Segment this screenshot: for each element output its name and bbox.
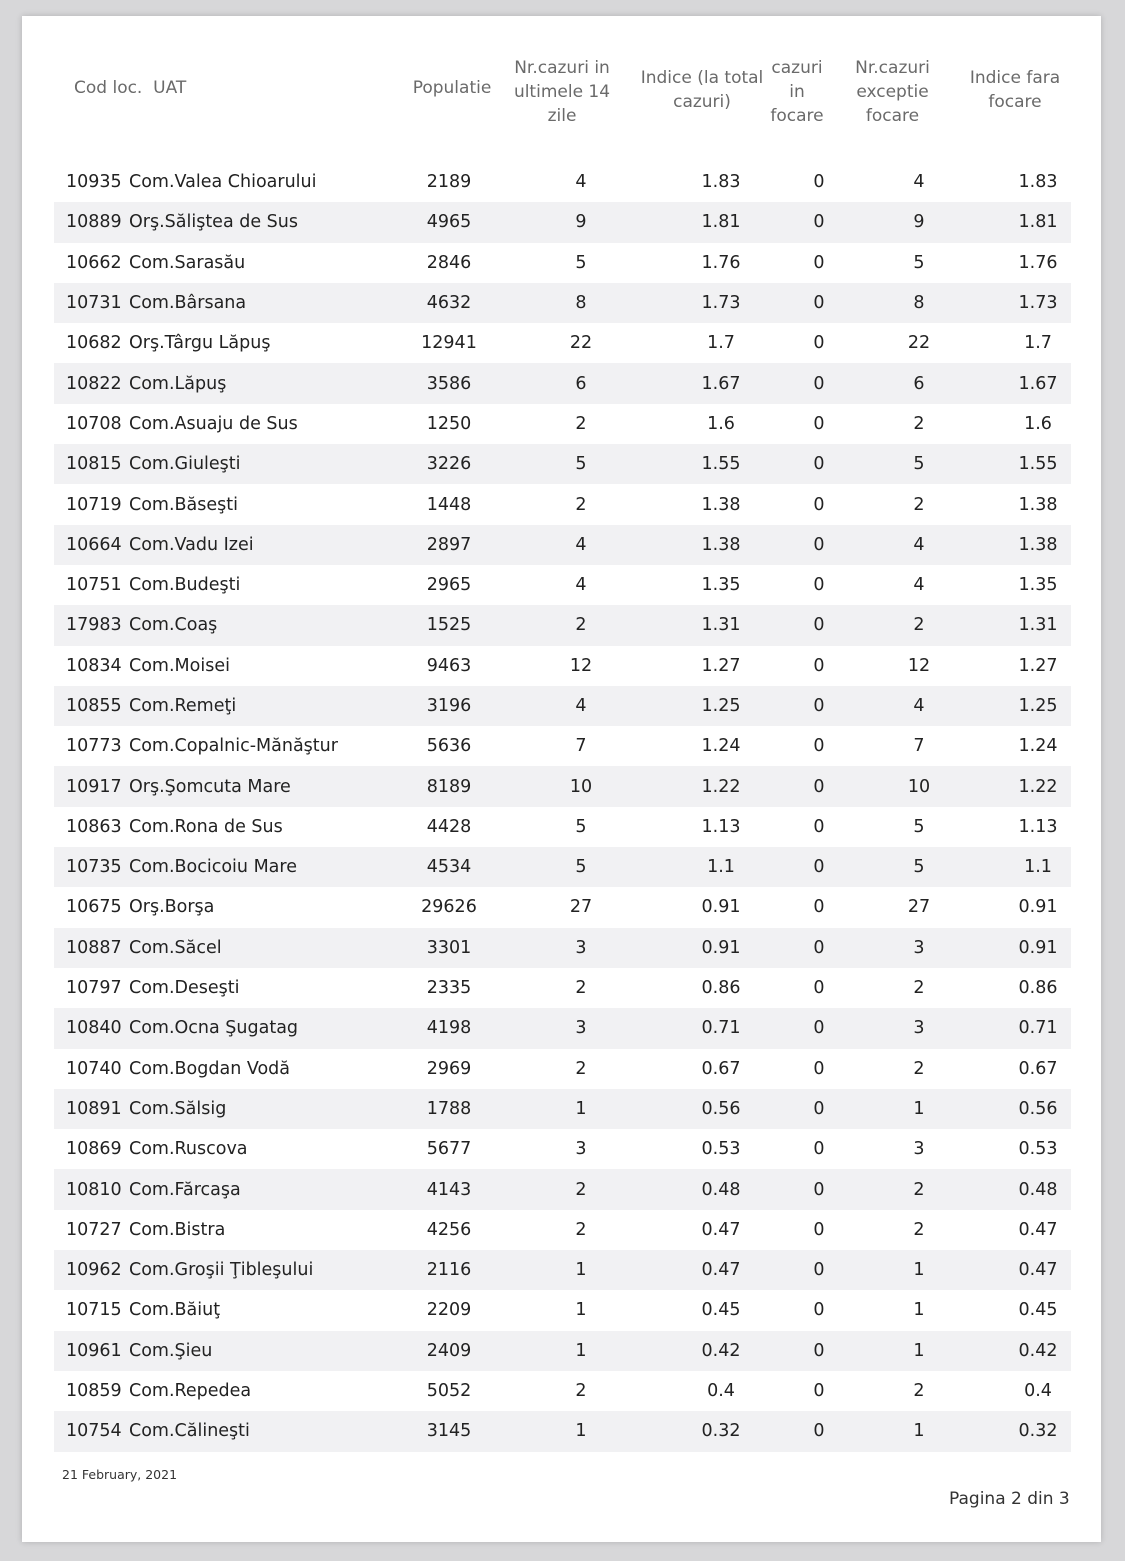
cell-indice-fara: 1.67 bbox=[1018, 373, 1058, 394]
cell-cod: 10662 bbox=[66, 252, 122, 273]
cell-cazuri-focare: 0 bbox=[813, 1179, 825, 1200]
cell-nr-cazuri: 1 bbox=[575, 1098, 587, 1119]
cell-cod: 10863 bbox=[66, 816, 122, 837]
table-row bbox=[54, 928, 1071, 968]
cell-cazuri-focare: 0 bbox=[813, 1018, 825, 1039]
table-row bbox=[54, 1411, 1071, 1451]
cell-nr-cazuri: 5 bbox=[575, 454, 587, 475]
cell-nr-exceptie: 1 bbox=[913, 1098, 925, 1119]
header-populatie: Populatie bbox=[412, 78, 492, 98]
cell-nr-cazuri: 1 bbox=[575, 1260, 587, 1281]
cell-populatie: 2965 bbox=[426, 575, 472, 596]
cell-cazuri-focare: 0 bbox=[813, 1098, 825, 1119]
table-row bbox=[54, 686, 1071, 726]
cell-cod: 10859 bbox=[66, 1381, 122, 1402]
cell-uat: Com.Remeţi bbox=[129, 696, 237, 716]
cell-populatie: 5052 bbox=[426, 1381, 472, 1402]
cell-cazuri-focare: 0 bbox=[813, 615, 825, 636]
cell-cod: 10855 bbox=[66, 696, 122, 716]
cell-indice: 1.67 bbox=[701, 373, 741, 394]
cell-cazuri-focare: 0 bbox=[813, 1260, 825, 1281]
cell-cod: 10715 bbox=[66, 1300, 122, 1321]
cell-nr-cazuri: 2 bbox=[575, 413, 587, 434]
cell-nr-cazuri: 1 bbox=[575, 1421, 587, 1442]
cell-cazuri-focare: 0 bbox=[813, 655, 825, 676]
cell-indice-fara: 1.25 bbox=[1018, 696, 1058, 716]
cell-indice: 0.56 bbox=[701, 1098, 741, 1119]
cell-cod: 10889 bbox=[66, 212, 122, 233]
cell-uat: Com.Rona de Sus bbox=[129, 816, 283, 837]
table-row bbox=[54, 1290, 1071, 1330]
cell-cazuri-focare: 0 bbox=[813, 696, 825, 716]
cell-uat: Com.Moisei bbox=[129, 655, 230, 676]
cell-nr-exceptie: 6 bbox=[913, 373, 925, 394]
cell-indice: 1.38 bbox=[701, 534, 741, 555]
cell-uat: Com.Băseşti bbox=[129, 494, 238, 515]
cell-populatie: 2897 bbox=[426, 534, 472, 555]
cell-indice: 0.42 bbox=[701, 1340, 741, 1361]
cell-cod: 10735 bbox=[66, 857, 122, 878]
cell-cod: 10731 bbox=[66, 293, 122, 314]
cell-uat: Com.Bogdan Vodă bbox=[129, 1058, 290, 1079]
cell-indice-fara: 1.13 bbox=[1018, 816, 1058, 837]
cell-cazuri-focare: 0 bbox=[813, 373, 825, 394]
cell-cod: 10664 bbox=[66, 534, 122, 555]
cell-cod: 10962 bbox=[66, 1260, 122, 1281]
cell-nr-cazuri: 4 bbox=[575, 172, 587, 193]
cell-nr-cazuri: 6 bbox=[575, 373, 587, 394]
table-row bbox=[54, 444, 1071, 484]
cell-indice: 1.55 bbox=[701, 454, 741, 475]
cell-uat: Com.Coaş bbox=[129, 615, 218, 636]
table-row bbox=[54, 646, 1071, 686]
table-row bbox=[54, 243, 1071, 283]
cell-nr-exceptie: 3 bbox=[913, 937, 925, 958]
cell-cazuri-focare: 0 bbox=[813, 816, 825, 837]
cell-cod: 10887 bbox=[66, 937, 122, 958]
table-row bbox=[54, 1169, 1071, 1209]
cell-cod: 10815 bbox=[66, 454, 122, 475]
table-row bbox=[54, 766, 1071, 806]
cell-indice-fara: 1.22 bbox=[1018, 776, 1058, 797]
cell-populatie: 3226 bbox=[426, 454, 472, 475]
table-row bbox=[54, 565, 1071, 605]
cell-cazuri-focare: 0 bbox=[813, 736, 825, 757]
cell-cod: 10754 bbox=[66, 1421, 122, 1442]
cell-cazuri-focare: 0 bbox=[813, 1300, 825, 1321]
cell-cod: 17983 bbox=[66, 615, 122, 636]
table-row bbox=[54, 1049, 1071, 1089]
cell-nr-cazuri: 8 bbox=[575, 293, 587, 314]
cell-uat: Com.Lăpuş bbox=[129, 373, 227, 394]
cell-indice: 1.81 bbox=[701, 212, 741, 233]
cell-uat: Orş.Săliştea de Sus bbox=[129, 212, 298, 233]
cell-cazuri-focare: 0 bbox=[813, 252, 825, 273]
cell-cazuri-focare: 0 bbox=[813, 776, 825, 797]
cell-uat: Com.Repedea bbox=[129, 1381, 252, 1402]
cell-populatie: 4965 bbox=[426, 212, 472, 233]
cell-cazuri-focare: 0 bbox=[813, 1219, 825, 1240]
page-number: Pagina 2 din 3 bbox=[949, 1489, 1070, 1509]
cell-cazuri-focare: 0 bbox=[813, 413, 825, 434]
header-cazuri-focare: cazuri in focare bbox=[770, 58, 824, 126]
cell-uat: Com.Groşii Ţibleşului bbox=[129, 1260, 314, 1281]
cell-populatie: 5636 bbox=[426, 736, 472, 757]
cell-cazuri-focare: 0 bbox=[813, 857, 825, 878]
cell-indice-fara: 0.91 bbox=[1018, 897, 1058, 918]
cell-nr-exceptie: 27 bbox=[907, 897, 931, 918]
header-nr-exceptie: Nr.cazuri exceptie focare bbox=[855, 58, 930, 126]
cell-uat: Com.Bistra bbox=[129, 1219, 226, 1240]
cell-nr-cazuri: 2 bbox=[575, 615, 587, 636]
cell-indice-fara: 1.38 bbox=[1018, 534, 1058, 555]
cell-uat: Com.Ruscova bbox=[129, 1139, 248, 1160]
cell-uat: Com.Călineşti bbox=[129, 1421, 250, 1442]
cell-cazuri-focare: 0 bbox=[813, 1139, 825, 1160]
cell-populatie: 4256 bbox=[426, 1219, 472, 1240]
cell-indice: 0.4 bbox=[707, 1381, 735, 1402]
cell-cod: 10840 bbox=[66, 1018, 122, 1039]
cell-indice-fara: 0.45 bbox=[1018, 1300, 1058, 1321]
cell-nr-cazuri: 5 bbox=[575, 816, 587, 837]
cell-cazuri-focare: 0 bbox=[813, 1421, 825, 1442]
cell-nr-cazuri: 2 bbox=[575, 1058, 587, 1079]
cell-cod: 10935 bbox=[66, 172, 122, 193]
cell-nr-exceptie: 22 bbox=[907, 333, 931, 354]
table-row bbox=[54, 968, 1071, 1008]
table-row bbox=[54, 202, 1071, 242]
cell-indice-fara: 1.35 bbox=[1018, 575, 1058, 596]
cell-uat: Orş.Borşa bbox=[129, 897, 215, 918]
cell-nr-exceptie: 1 bbox=[913, 1300, 925, 1321]
cell-indice: 1.22 bbox=[701, 776, 741, 797]
table-row bbox=[54, 525, 1071, 565]
cell-nr-exceptie: 1 bbox=[913, 1340, 925, 1361]
cell-populatie: 4428 bbox=[426, 816, 472, 837]
data-table bbox=[54, 162, 1071, 1452]
cell-indice: 1.83 bbox=[701, 172, 741, 193]
cell-nr-exceptie: 4 bbox=[913, 534, 925, 555]
cell-nr-cazuri: 12 bbox=[569, 655, 593, 676]
cell-cazuri-focare: 0 bbox=[813, 534, 825, 555]
cell-cazuri-focare: 0 bbox=[813, 897, 825, 918]
cell-populatie: 4632 bbox=[426, 293, 472, 314]
cell-cazuri-focare: 0 bbox=[813, 1340, 825, 1361]
cell-indice-fara: 0.86 bbox=[1018, 978, 1058, 999]
cell-indice-fara: 0.32 bbox=[1018, 1421, 1058, 1442]
cell-uat: Com.Valea Chioarului bbox=[129, 172, 317, 193]
cell-populatie: 3196 bbox=[426, 696, 472, 716]
cell-cod: 10961 bbox=[66, 1340, 122, 1361]
cell-cod: 10822 bbox=[66, 373, 122, 394]
cell-cod: 10917 bbox=[66, 776, 122, 797]
cell-nr-cazuri: 2 bbox=[575, 978, 587, 999]
table-row bbox=[54, 605, 1071, 645]
cell-indice-fara: 0.48 bbox=[1018, 1179, 1058, 1200]
cell-populatie: 1788 bbox=[426, 1098, 472, 1119]
cell-nr-cazuri: 4 bbox=[575, 696, 587, 716]
cell-populatie: 8189 bbox=[426, 776, 472, 797]
cell-indice: 1.76 bbox=[701, 252, 741, 273]
cell-nr-exceptie: 2 bbox=[913, 1179, 925, 1200]
table-row bbox=[54, 1210, 1071, 1250]
cell-indice: 1.73 bbox=[701, 293, 741, 314]
cell-indice-fara: 1.83 bbox=[1018, 172, 1058, 193]
cell-indice: 1.7 bbox=[707, 333, 735, 354]
cell-indice-fara: 1.24 bbox=[1018, 736, 1058, 757]
cell-uat: Com.Asuaju de Sus bbox=[129, 413, 298, 434]
cell-uat: Com.Giuleşti bbox=[129, 454, 241, 475]
cell-nr-cazuri: 5 bbox=[575, 252, 587, 273]
cell-populatie: 12941 bbox=[421, 333, 477, 354]
cell-nr-cazuri: 1 bbox=[575, 1340, 587, 1361]
cell-cod: 10773 bbox=[66, 736, 122, 757]
table-row bbox=[54, 1371, 1071, 1411]
report-date: 21 February, 2021 bbox=[62, 1467, 178, 1482]
document-page bbox=[22, 16, 1101, 1542]
cell-indice-fara: 0.47 bbox=[1018, 1260, 1058, 1281]
cell-nr-cazuri: 10 bbox=[569, 776, 593, 797]
table-row bbox=[54, 162, 1071, 202]
cell-nr-exceptie: 4 bbox=[913, 696, 925, 716]
cell-uat: Orş.Târgu Lăpuş bbox=[129, 333, 271, 354]
cell-nr-exceptie: 2 bbox=[913, 1219, 925, 1240]
cell-populatie: 3145 bbox=[426, 1421, 472, 1442]
cell-populatie: 4534 bbox=[426, 857, 472, 878]
cell-nr-exceptie: 4 bbox=[913, 172, 925, 193]
header-indice: Indice (la total cazuri) bbox=[640, 68, 764, 112]
cell-indice: 0.53 bbox=[701, 1139, 741, 1160]
cell-nr-exceptie: 7 bbox=[913, 736, 925, 757]
cell-uat: Com.Fărcaşa bbox=[129, 1179, 241, 1200]
cell-uat: Com.Sălsig bbox=[129, 1098, 227, 1119]
table-row bbox=[54, 726, 1071, 766]
cell-nr-exceptie: 2 bbox=[913, 413, 925, 434]
cell-populatie: 2969 bbox=[426, 1058, 472, 1079]
cell-nr-exceptie: 10 bbox=[907, 776, 931, 797]
cell-uat: Orş.Şomcuta Mare bbox=[129, 776, 291, 797]
table-row bbox=[54, 1331, 1071, 1371]
cell-indice-fara: 1.31 bbox=[1018, 615, 1058, 636]
cell-populatie: 3586 bbox=[426, 373, 472, 394]
cell-uat: Com.Copalnic-Mănăştur bbox=[129, 736, 338, 757]
cell-cazuri-focare: 0 bbox=[813, 454, 825, 475]
cell-populatie: 4143 bbox=[426, 1179, 472, 1200]
cell-nr-exceptie: 2 bbox=[913, 978, 925, 999]
cell-populatie: 2209 bbox=[426, 1300, 472, 1321]
cell-uat: Com.Băiuţ bbox=[129, 1300, 221, 1321]
cell-cazuri-focare: 0 bbox=[813, 937, 825, 958]
cell-indice-fara: 0.4 bbox=[1024, 1381, 1052, 1402]
cell-indice: 0.47 bbox=[701, 1260, 741, 1281]
cell-nr-exceptie: 2 bbox=[913, 1058, 925, 1079]
cell-indice: 0.86 bbox=[701, 978, 741, 999]
cell-indice-fara: 1.76 bbox=[1018, 252, 1058, 273]
cell-nr-cazuri: 1 bbox=[575, 1300, 587, 1321]
cell-populatie: 2409 bbox=[426, 1340, 472, 1361]
cell-cod: 10740 bbox=[66, 1058, 122, 1079]
cell-indice-fara: 0.91 bbox=[1018, 937, 1058, 958]
cell-uat: Com.Budeşti bbox=[129, 575, 241, 596]
cell-indice-fara: 1.7 bbox=[1024, 333, 1052, 354]
cell-nr-cazuri: 3 bbox=[575, 937, 587, 958]
cell-indice-fara: 1.6 bbox=[1024, 413, 1052, 434]
cell-nr-exceptie: 5 bbox=[913, 454, 925, 475]
cell-nr-cazuri: 27 bbox=[569, 897, 593, 918]
cell-indice-fara: 1.73 bbox=[1018, 293, 1058, 314]
cell-nr-cazuri: 3 bbox=[575, 1139, 587, 1160]
cell-populatie: 1250 bbox=[426, 413, 472, 434]
cell-nr-cazuri: 9 bbox=[575, 212, 587, 233]
cell-uat: Com.Deseşti bbox=[129, 978, 240, 999]
cell-indice-fara: 0.71 bbox=[1018, 1018, 1058, 1039]
cell-indice: 0.91 bbox=[701, 897, 741, 918]
cell-nr-exceptie: 9 bbox=[913, 212, 925, 233]
cell-cazuri-focare: 0 bbox=[813, 978, 825, 999]
cell-cod: 10869 bbox=[66, 1139, 122, 1160]
cell-indice: 0.47 bbox=[701, 1219, 741, 1240]
cell-indice-fara: 0.53 bbox=[1018, 1139, 1058, 1160]
table-row bbox=[54, 363, 1071, 403]
cell-indice-fara: 0.67 bbox=[1018, 1058, 1058, 1079]
cell-indice: 0.48 bbox=[701, 1179, 741, 1200]
table-row bbox=[54, 323, 1071, 363]
cell-indice-fara: 1.1 bbox=[1024, 857, 1052, 878]
cell-nr-cazuri: 4 bbox=[575, 575, 587, 596]
cell-cazuri-focare: 0 bbox=[813, 1381, 825, 1402]
cell-populatie: 1448 bbox=[426, 494, 472, 515]
cell-cod: 10751 bbox=[66, 575, 122, 596]
cell-indice: 1.35 bbox=[701, 575, 741, 596]
cell-nr-exceptie: 4 bbox=[913, 575, 925, 596]
header-cod-uat: Cod loc. UAT bbox=[74, 78, 187, 98]
cell-nr-exceptie: 2 bbox=[913, 494, 925, 515]
cell-indice-fara: 0.56 bbox=[1018, 1098, 1058, 1119]
cell-indice: 1.6 bbox=[707, 413, 735, 434]
cell-nr-exceptie: 5 bbox=[913, 816, 925, 837]
table-row bbox=[54, 1008, 1071, 1048]
cell-nr-exceptie: 2 bbox=[913, 1381, 925, 1402]
cell-populatie: 2335 bbox=[426, 978, 472, 999]
cell-indice: 0.91 bbox=[701, 937, 741, 958]
cell-indice: 0.32 bbox=[701, 1421, 741, 1442]
table-row bbox=[54, 887, 1071, 927]
cell-nr-exceptie: 5 bbox=[913, 252, 925, 273]
cell-uat: Com.Şieu bbox=[129, 1340, 213, 1361]
cell-cod: 10719 bbox=[66, 494, 122, 515]
cell-nr-cazuri: 4 bbox=[575, 534, 587, 555]
cell-indice-fara: 1.38 bbox=[1018, 494, 1058, 515]
cell-cod: 10810 bbox=[66, 1179, 122, 1200]
cell-cod: 10682 bbox=[66, 333, 122, 354]
cell-indice: 1.24 bbox=[701, 736, 741, 757]
cell-nr-cazuri: 7 bbox=[575, 736, 587, 757]
cell-cazuri-focare: 0 bbox=[813, 575, 825, 596]
cell-nr-exceptie: 3 bbox=[913, 1018, 925, 1039]
cell-cazuri-focare: 0 bbox=[813, 1058, 825, 1079]
cell-cod: 10891 bbox=[66, 1098, 122, 1119]
cell-indice: 1.25 bbox=[701, 696, 741, 716]
cell-cazuri-focare: 0 bbox=[813, 494, 825, 515]
cell-cod: 10834 bbox=[66, 655, 122, 676]
cell-nr-cazuri: 2 bbox=[575, 1219, 587, 1240]
cell-cazuri-focare: 0 bbox=[813, 333, 825, 354]
cell-nr-cazuri: 22 bbox=[569, 333, 593, 354]
cell-cazuri-focare: 0 bbox=[813, 212, 825, 233]
cell-nr-cazuri: 5 bbox=[575, 857, 587, 878]
table-row bbox=[54, 1129, 1071, 1169]
table-row bbox=[54, 1250, 1071, 1290]
header-indice-fara: Indice fara focare bbox=[969, 68, 1061, 112]
cell-cod: 10675 bbox=[66, 897, 122, 918]
cell-cod: 10797 bbox=[66, 978, 122, 999]
cell-nr-cazuri: 3 bbox=[575, 1018, 587, 1039]
table-row bbox=[54, 847, 1071, 887]
cell-cazuri-focare: 0 bbox=[813, 172, 825, 193]
cell-nr-cazuri: 2 bbox=[575, 494, 587, 515]
cell-indice: 0.67 bbox=[701, 1058, 741, 1079]
cell-indice: 1.27 bbox=[701, 655, 741, 676]
cell-populatie: 1525 bbox=[426, 615, 472, 636]
cell-indice: 0.45 bbox=[701, 1300, 741, 1321]
cell-nr-cazuri: 2 bbox=[575, 1381, 587, 1402]
cell-indice-fara: 1.27 bbox=[1018, 655, 1058, 676]
cell-populatie: 4198 bbox=[426, 1018, 472, 1039]
cell-populatie: 2846 bbox=[426, 252, 472, 273]
cell-uat: Com.Bârsana bbox=[129, 293, 247, 314]
cell-indice-fara: 0.42 bbox=[1018, 1340, 1058, 1361]
cell-indice: 0.71 bbox=[701, 1018, 741, 1039]
cell-uat: Com.Sarasău bbox=[129, 252, 246, 273]
table-row bbox=[54, 484, 1071, 524]
cell-nr-exceptie: 5 bbox=[913, 857, 925, 878]
cell-uat: Com.Ocna Şugatag bbox=[129, 1018, 299, 1039]
cell-nr-exceptie: 12 bbox=[907, 655, 931, 676]
cell-populatie: 2189 bbox=[426, 172, 472, 193]
cell-indice-fara: 1.81 bbox=[1018, 212, 1058, 233]
cell-nr-exceptie: 1 bbox=[913, 1421, 925, 1442]
header-nr-cazuri: Nr.cazuri in ultimele 14 zile bbox=[513, 58, 611, 126]
cell-indice: 1.13 bbox=[701, 816, 741, 837]
cell-nr-exceptie: 2 bbox=[913, 615, 925, 636]
cell-populatie: 9463 bbox=[426, 655, 472, 676]
cell-cod: 10708 bbox=[66, 413, 122, 434]
cell-populatie: 29626 bbox=[421, 897, 477, 918]
table-row bbox=[54, 807, 1071, 847]
cell-indice-fara: 0.47 bbox=[1018, 1219, 1058, 1240]
cell-uat: Com.Bocicoiu Mare bbox=[129, 857, 297, 878]
cell-nr-cazuri: 2 bbox=[575, 1179, 587, 1200]
cell-populatie: 3301 bbox=[426, 937, 472, 958]
cell-populatie: 5677 bbox=[426, 1139, 472, 1160]
cell-nr-exceptie: 1 bbox=[913, 1260, 925, 1281]
cell-uat: Com.Săcel bbox=[129, 937, 222, 958]
cell-cazuri-focare: 0 bbox=[813, 293, 825, 314]
cell-nr-exceptie: 8 bbox=[913, 293, 925, 314]
cell-uat: Com.Vadu Izei bbox=[129, 534, 254, 555]
cell-indice-fara: 1.55 bbox=[1018, 454, 1058, 475]
table-row bbox=[54, 1089, 1071, 1129]
table-row bbox=[54, 404, 1071, 444]
cell-indice: 1.38 bbox=[701, 494, 741, 515]
cell-indice: 1.31 bbox=[701, 615, 741, 636]
table-row bbox=[54, 283, 1071, 323]
cell-indice: 1.1 bbox=[707, 857, 735, 878]
cell-nr-exceptie: 3 bbox=[913, 1139, 925, 1160]
cell-populatie: 2116 bbox=[426, 1260, 472, 1281]
cell-cod: 10727 bbox=[66, 1219, 122, 1240]
